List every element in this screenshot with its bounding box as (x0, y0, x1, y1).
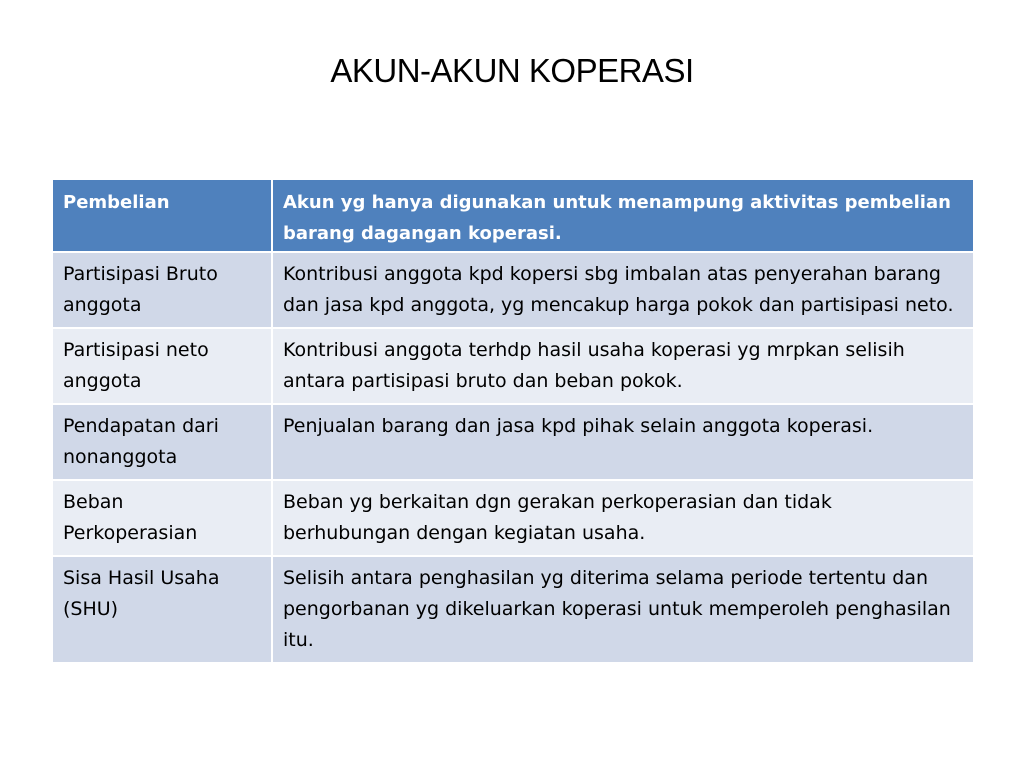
definition-cell: Selisih antara penghasilan yg diterima selama periode tertentu dan pengorbanan yg dikeluarkan koperasi untuk memperoleh penghasilan itu. (272, 556, 974, 663)
definition-cell: Kontribusi anggota terhdp hasil usaha koperasi yg mrpkan selisih antara partisipasi bruto dan beban pokok. (272, 328, 974, 404)
term-cell: Sisa Hasil Usaha (SHU) (52, 556, 272, 663)
table-row (52, 556, 974, 663)
term-cell: Pendapatan dari nonanggota (52, 404, 272, 480)
table-row (52, 328, 974, 404)
definition-cell: Beban yg berkaitan dgn gerakan perkoperasian dan tidak berhubungan dengan kegiatan usaha. (272, 480, 974, 556)
term-cell: Partisipasi neto anggota (52, 328, 272, 404)
term-cell: Partisipasi Bruto anggota (52, 252, 272, 328)
definition-cell: Penjualan barang dan jasa kpd pihak selain anggota koperasi. (272, 404, 974, 480)
slide-title: AKUN-AKUN KOPERASI (330, 52, 694, 89)
table-row (52, 480, 974, 556)
header-definition-cell: Akun yg hanya digunakan untuk menampung aktivitas pembelian barang dagangan koperasi. (272, 179, 974, 252)
accounts-table (51, 178, 975, 664)
table-header-row (52, 179, 974, 252)
term-cell: Beban Perkoperasian (52, 480, 272, 556)
header-term-cell: Pembelian (52, 179, 272, 252)
table-row (52, 252, 974, 328)
definition-cell: Kontribusi anggota kpd kopersi sbg imbalan atas penyerahan barang dan jasa kpd anggota, yg mencakup harga pokok dan partisipasi neto. (272, 252, 974, 328)
table-row (52, 404, 974, 480)
